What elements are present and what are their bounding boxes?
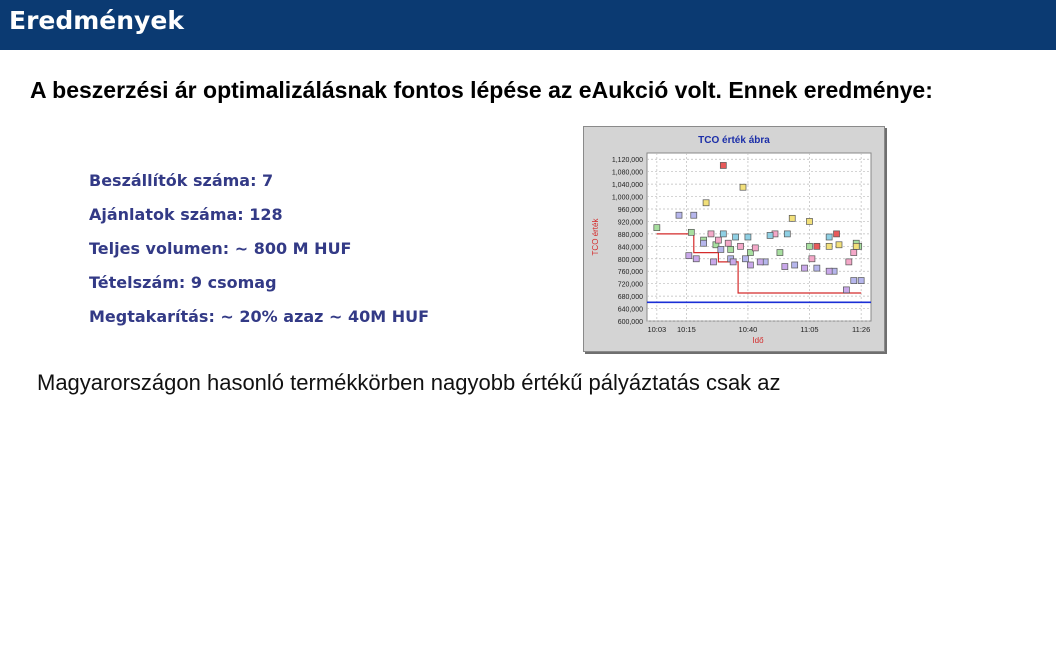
chart-y-tick-label: 840,000 bbox=[617, 244, 643, 252]
chart-y-tick-label: 680,000 bbox=[617, 294, 643, 302]
chart-data-point bbox=[809, 256, 815, 262]
chart-data-point bbox=[747, 262, 753, 268]
chart-data-point bbox=[703, 200, 709, 206]
chart-data-point bbox=[802, 265, 808, 271]
chart-data-point bbox=[745, 234, 751, 240]
chart-data-point bbox=[733, 234, 739, 240]
chart-data-point bbox=[851, 250, 857, 256]
chart-data-point bbox=[693, 256, 699, 262]
chart-y-tick-label: 1,120,000 bbox=[611, 157, 643, 165]
chart-y-tick-label: 760,000 bbox=[617, 269, 643, 277]
chart-data-point bbox=[708, 231, 714, 237]
chart-data-point bbox=[738, 243, 744, 249]
chart-x-tick-label: 11:26 bbox=[852, 325, 871, 334]
chart-y-tick-label: 1,080,000 bbox=[611, 169, 643, 177]
chart-y-tick-label: 1,000,000 bbox=[611, 194, 643, 202]
chart-data-point bbox=[806, 218, 812, 224]
stat-offers: Ajánlatok száma: 128 bbox=[89, 205, 283, 224]
chart-data-point bbox=[789, 215, 795, 221]
chart-y-tick-label: 800,000 bbox=[617, 256, 643, 264]
chart-data-point bbox=[676, 212, 682, 218]
chart-title: TCO érték ábra bbox=[698, 135, 770, 146]
chart-data-point bbox=[740, 184, 746, 190]
chart-data-point bbox=[767, 232, 773, 238]
chart-data-point bbox=[806, 243, 812, 249]
chart-data-point bbox=[757, 259, 763, 265]
chart-data-point bbox=[728, 246, 734, 252]
chart-data-point bbox=[730, 259, 736, 265]
stat-suppliers: Beszállítók száma: 7 bbox=[89, 171, 274, 190]
chart-data-point bbox=[853, 243, 859, 249]
page-title: Eredmények bbox=[9, 6, 184, 35]
chart-y-tick-label: 920,000 bbox=[617, 219, 643, 227]
tco-chart bbox=[583, 126, 885, 352]
intro-text: A beszerzési ár optimalizálásnak fontos lépése az eAukció volt. Ennek eredménye: bbox=[30, 77, 933, 103]
chart-data-point bbox=[654, 225, 660, 231]
chart-y-tick-label: 640,000 bbox=[617, 306, 643, 314]
chart-data-point bbox=[826, 268, 832, 274]
chart-data-point bbox=[858, 278, 864, 284]
tco-chart-svg bbox=[584, 127, 886, 353]
stats-list bbox=[89, 170, 429, 340]
chart-x-tick-label: 11:05 bbox=[800, 325, 819, 334]
chart-data-point bbox=[742, 256, 748, 262]
chart-y-axis-label: TCO érték bbox=[591, 218, 600, 256]
chart-data-point bbox=[720, 231, 726, 237]
chart-y-tick-label: 960,000 bbox=[617, 207, 643, 214]
chart-data-point bbox=[777, 250, 783, 256]
chart-data-point bbox=[846, 259, 852, 265]
chart-data-point bbox=[686, 253, 692, 259]
chart-data-point bbox=[826, 234, 832, 240]
chart-data-point bbox=[792, 262, 798, 268]
paragraph-1-text: Magyarországon hasonló termékkörben nagyobb értékű pályáztatás csak az bbox=[37, 370, 781, 395]
chart-data-point bbox=[710, 259, 716, 265]
chart-data-point bbox=[718, 246, 724, 252]
stat-items: Tételszám: 9 csomag bbox=[89, 273, 277, 292]
chart-data-point bbox=[701, 240, 707, 246]
header-bar bbox=[0, 0, 1056, 50]
chart-x-tick-label: 10:15 bbox=[676, 325, 696, 334]
chart-data-point bbox=[814, 265, 820, 271]
chart-y-tick-label: 1,040,000 bbox=[611, 182, 643, 190]
chart-data-point bbox=[715, 237, 721, 243]
chart-data-point bbox=[752, 245, 758, 251]
chart-x-tick-label: 10:40 bbox=[738, 325, 758, 334]
chart-data-point bbox=[784, 231, 790, 237]
chart-data-point bbox=[851, 278, 857, 284]
paragraph-1 bbox=[37, 367, 997, 399]
chart-x-axis-label: Idő bbox=[752, 336, 764, 345]
chart-data-point bbox=[836, 242, 842, 248]
chart-data-point bbox=[834, 231, 840, 237]
chart-data-point bbox=[782, 264, 788, 270]
chart-y-tick-label: 720,000 bbox=[617, 281, 643, 289]
chart-data-point bbox=[814, 243, 820, 249]
chart-data-point bbox=[688, 229, 694, 235]
chart-y-tick-label: 880,000 bbox=[617, 231, 643, 239]
chart-x-tick-label: 10:03 bbox=[647, 325, 667, 334]
chart-data-point bbox=[843, 287, 849, 293]
chart-y-tick-label: 600,000 bbox=[617, 319, 643, 326]
chart-data-point bbox=[720, 162, 726, 168]
chart-data-point bbox=[725, 240, 731, 246]
stat-volume: Teljes volumen: ~ 800 M HUF bbox=[89, 239, 352, 258]
chart-data-point bbox=[691, 212, 697, 218]
stat-savings: Megtakarítás: ~ 20% azaz ~ 40M HUF bbox=[89, 307, 430, 326]
chart-data-point bbox=[826, 243, 832, 249]
